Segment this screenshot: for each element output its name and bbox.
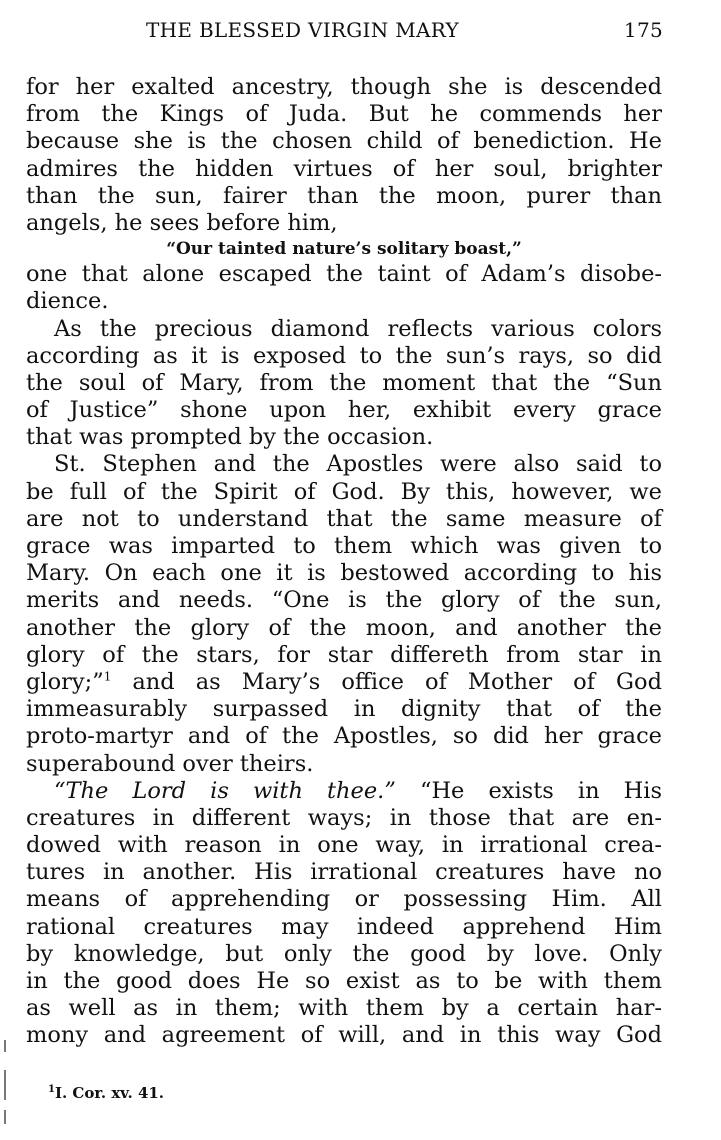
text-line: glory of the stars, for star differeth from star in [26, 641, 662, 668]
paragraph-first-line [26, 778, 662, 805]
text-fragment: and as Mary’s office of Mother of God [132, 668, 662, 695]
text-line: Mary. On each one it is bestowed according to his [26, 560, 662, 587]
paragraph-first-line: As the precious diamond reflects various colors [54, 315, 662, 342]
text-line: immeasurably surpassed in dignity that of the [26, 696, 662, 723]
text-fragment: glory;” [26, 668, 104, 695]
text-line: one that alone escaped the taint of Adam’s disobe- [26, 261, 662, 288]
text-line: that was prompted by the occasion. [26, 424, 434, 451]
scan-mark [4, 1070, 6, 1100]
text-line: in the good does He so exist as to be with them [26, 968, 662, 994]
running-title: THE BLESSED VIRGIN MARY [146, 18, 459, 42]
text-line: means of apprehending or possessing Him. All [26, 886, 662, 913]
footnote-marker: 1 [48, 1084, 55, 1095]
text-line: angels, he sees before him, [26, 209, 338, 236]
text-line: for her exalted ancestry, though she is descended [26, 74, 662, 100]
text-line: be full of the Spirit of God. By this, however, we [26, 478, 662, 505]
footnote-reference: 1 [103, 669, 112, 684]
text-line: merits and needs. “One is the glory of the sun, [26, 587, 662, 614]
text-line: mony and agreement of will, and in this way God [26, 1022, 662, 1049]
text-line-with-footnote [26, 669, 662, 696]
text-line: the soul of Mary, from the moment that the “Sun [26, 369, 662, 396]
text-line: another the glory of the moon, and another the [26, 614, 662, 641]
footnote-text: I. Cor. xv. 41. [54, 1084, 165, 1102]
block-quote: “Our tainted nature’s solitary boast,” [166, 239, 522, 260]
text-line: because she is the chosen child of benediction. He [26, 128, 662, 155]
text-line: dience. [26, 288, 109, 315]
text-line: according as it is exposed to the sun’s rays, so did [26, 342, 662, 369]
text-line: dowed with reason in one way, in irrational crea- [26, 832, 662, 859]
text-line: from the Kings of Juda. But he commends her [26, 101, 662, 128]
paragraph-first-line: St. Stephen and the Apostles were also said to [54, 451, 662, 478]
text-line: by knowledge, but only the good by love. Only [26, 940, 662, 967]
running-head [28, 18, 663, 48]
italic-quote: “The Lord is with thee.” [54, 777, 396, 804]
text-line: grace was imparted to them which was given to [26, 533, 662, 559]
text-line: tures in another. His irrational creatures have no [26, 859, 662, 886]
text-line: as well as in them; with them by a certain har- [26, 995, 662, 1022]
scan-mark [4, 1040, 6, 1052]
text-line: creatures in different ways; in those that are en- [26, 804, 662, 831]
text-line: proto-martyr and of the Apostles, so did her grace [26, 723, 662, 750]
text-line: superabound over theirs. [26, 750, 314, 777]
text-line: than the sun, fairer than the moon, purer than [26, 182, 662, 209]
page-number: 175 [623, 18, 663, 42]
footnote [48, 1084, 164, 1102]
text-line: admires the hidden virtues of her soul, brighter [26, 155, 662, 182]
text-line: of Justice” shone upon her, exhibit every grace [26, 397, 662, 424]
scan-mark [4, 1110, 6, 1124]
text-line: are not to understand that the same measure of [26, 505, 662, 532]
text-fragment: “He exists in His [419, 777, 663, 804]
body-text [26, 74, 662, 1050]
text-line: rational creatures may indeed apprehend Him [26, 913, 662, 940]
